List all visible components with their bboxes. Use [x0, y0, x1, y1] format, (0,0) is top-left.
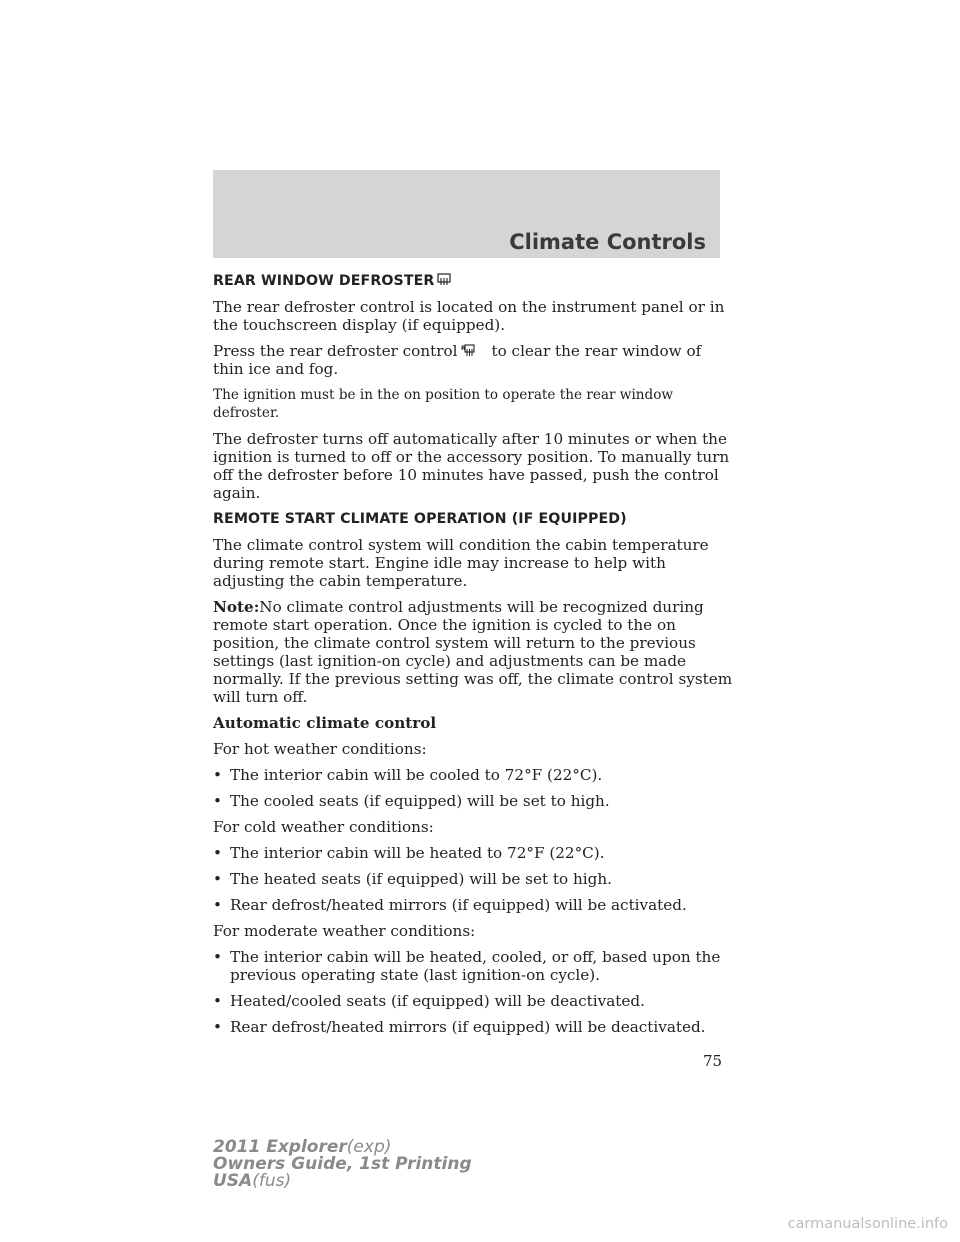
list-item: • Rear defrost/heated mirrors (if equipped) will be deactivated. [213, 1018, 706, 1036]
bullet: • [213, 766, 222, 784]
note-label: Note: [213, 598, 260, 616]
watermark: carmanualsonline.info [787, 1216, 948, 1232]
note-text: No climate control adjustments will be recognized during remote start operation. Once the ignition is cycled to the on position, the climate control system will return to the previous settings (last ignition-on cycle) and adjustments can be made normally. If the previous setting was off, the climate control system will turn off. [213, 598, 733, 706]
footer-line-2: Owners Guide, 1st Printing [213, 1154, 472, 1174]
remote-start-heading: REMOTE START CLIMATE OPERATION (IF EQUIPPED) [213, 511, 627, 527]
rear-defroster-location-text: The rear defroster control is located on the instrument panel or in the touchscreen display (if equipped). [213, 298, 725, 334]
bullet: • [213, 792, 222, 810]
bullet: • [213, 948, 222, 966]
automatic-climate-heading: Automatic climate control [213, 714, 437, 732]
hot-weather-list [213, 766, 733, 810]
rear-defroster-press-text: Press the rear defroster control R to clear the rear window of thin ice and fog. [213, 342, 702, 378]
moderate-weather-intro: For moderate weather conditions: [213, 922, 476, 940]
moderate-weather-list [213, 948, 733, 1036]
list-item: • Heated/cooled seats (if equipped) will be deactivated. [213, 992, 645, 1010]
bullet: • [213, 870, 222, 888]
page-number: 75 [703, 1052, 723, 1070]
document-footer [213, 1139, 472, 1190]
list-item: • Rear defrost/heated mirrors (if equipped) will be activated. [213, 896, 687, 914]
bullet: • [213, 1018, 222, 1036]
footer-line-3: USA(fus) [213, 1171, 292, 1191]
remote-start-intro-text: The climate control system will condition the cabin temperature during remote start. Engine idle may increase to help with adjusting the cabin temperature. [213, 536, 709, 590]
section-title: Climate Controls [509, 230, 706, 254]
cold-weather-intro: For cold weather conditions: [213, 818, 434, 836]
page-content [213, 272, 733, 1044]
list-item: • The interior cabin will be cooled to 72°F (22°C). [213, 766, 603, 784]
svg-text:R: R [461, 345, 467, 352]
rear-defrost-icon [437, 273, 451, 286]
section-header-band [213, 170, 720, 258]
list-item: • The cooled seats (if equipped) will be set to high. [213, 792, 610, 810]
cold-weather-list [213, 844, 733, 914]
rear-defrost-icon [461, 344, 475, 357]
rear-defroster-heading: REAR WINDOW DEFROSTER [213, 272, 733, 290]
list-item: • The heated seats (if equipped) will be set to high. [213, 870, 612, 888]
list-item: • The interior cabin will be heated to 72°F (22°C). [213, 844, 605, 862]
hot-weather-intro: For hot weather conditions: [213, 740, 427, 758]
footer-line-1: 2011 Explorer(exp) [213, 1137, 392, 1157]
rear-defroster-ignition-text: The ignition must be in the on position to operate the rear window defroster. [213, 387, 674, 421]
bullet: • [213, 896, 222, 914]
bullet: • [213, 992, 222, 1010]
bullet: • [213, 844, 222, 862]
list-item: • The interior cabin will be heated, cooled, or off, based upon the previous operating state (last ignition-on cycle). [213, 948, 721, 984]
rear-defroster-auto-off-text: The defroster turns off automatically after 10 minutes or when the ignition is turned to off or the accessory position. To manually turn off the defroster before 10 minutes have passed, push the control again. [213, 430, 730, 502]
remote-start-note [213, 598, 733, 706]
